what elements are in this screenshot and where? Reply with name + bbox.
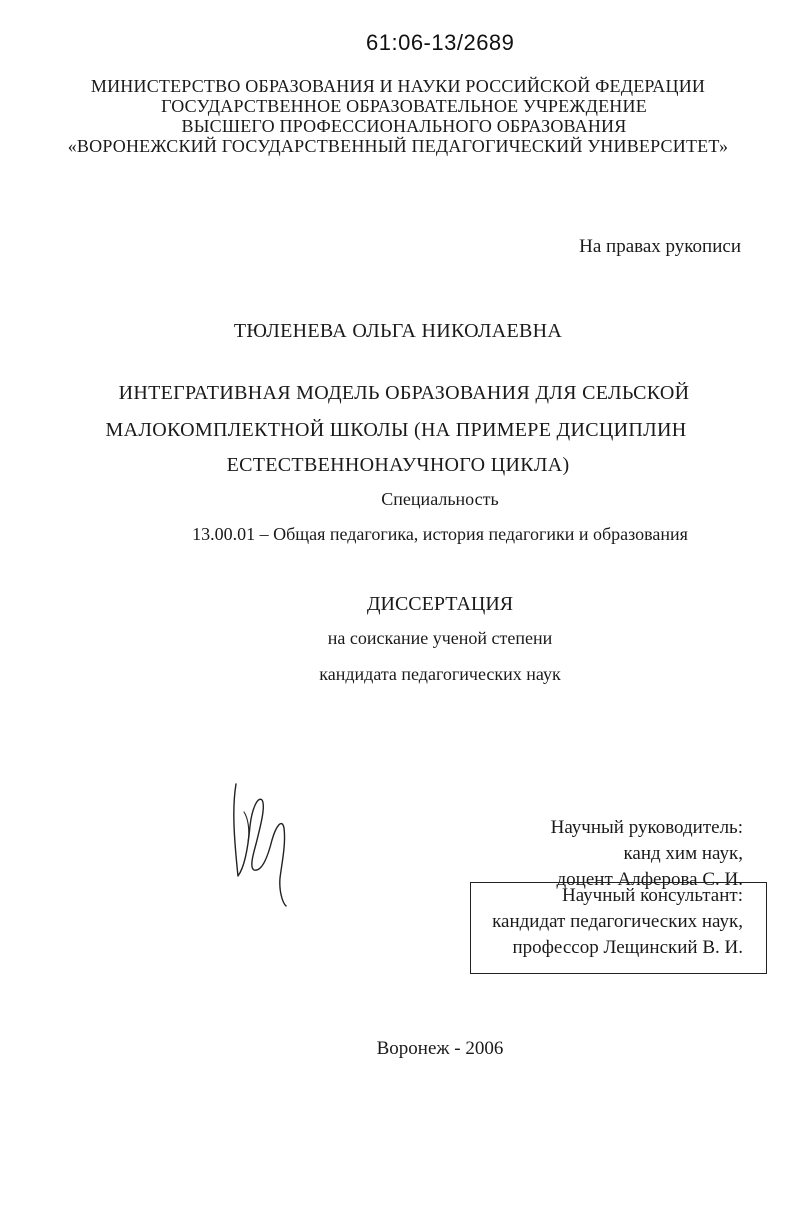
dissertation-type: ДИССЕРТАЦИЯ <box>366 593 514 615</box>
dissertation-degree: кандидата педагогических наук <box>319 664 561 684</box>
manuscript-note: На правах рукописи <box>579 236 741 257</box>
header-line-ministry: МИНИСТЕРСТВО ОБРАЗОВАНИЯ И НАУКИ РОССИЙСКОЙ ФЕДЕРАЦИИ <box>90 76 706 96</box>
header-line-university: «ВОРОНЕЖСКИЙ ГОСУДАРСТВЕННЫЙ ПЕДАГОГИЧЕСКИЙ УНИВЕРСИТЕТ» <box>67 136 729 156</box>
consultant-block <box>492 883 743 961</box>
specialty-code: 13.00.01 – Общая педагогика, история педагогики и образования <box>192 524 688 544</box>
supervisor-degree: канд хим наук, <box>623 843 743 864</box>
title-line-1: ИНТЕГРАТИВНАЯ МОДЕЛЬ ОБРАЗОВАНИЯ ДЛЯ СЕЛЬСКОЙ <box>118 382 690 404</box>
consultant-degree: кандидат педагогических наук, <box>492 911 743 932</box>
signature-handwritten <box>222 778 312 908</box>
specialty-label: Специальность <box>381 489 499 509</box>
header-line-institution-type: ГОСУДАРСТВЕННОЕ ОБРАЗОВАТЕЛЬНОЕ УЧРЕЖДЕНИЕ <box>161 96 647 116</box>
catalog-number: 61:06-13/2689 <box>366 30 515 55</box>
header-line-education-level: ВЫСШЕГО ПРОФЕССИОНАЛЬНОГО ОБРАЗОВАНИЯ <box>181 116 627 136</box>
city-year: Воронеж - 2006 <box>376 1038 504 1059</box>
consultant-role: Научный консультант: <box>561 885 743 906</box>
title-line-2: МАЛОКОМПЛЕКТНОЙ ШКОЛЫ (НА ПРИМЕРЕ ДИСЦИПЛИН <box>105 419 687 441</box>
consultant-name: профессор Лещинский В. И. <box>512 937 743 958</box>
supervisor-role: Научный руководитель: <box>550 817 743 838</box>
title-line-3: ЕСТЕСТВЕННОНАУЧНОГО ЦИКЛА) <box>226 454 570 476</box>
supervisor-name: доцент Алферова С. И. <box>556 869 743 890</box>
dissertation-purpose: на соискание ученой степени <box>327 628 553 648</box>
author-name: ТЮЛЕНЕВА ОЛЬГА НИКОЛАЕВНА <box>233 320 563 342</box>
